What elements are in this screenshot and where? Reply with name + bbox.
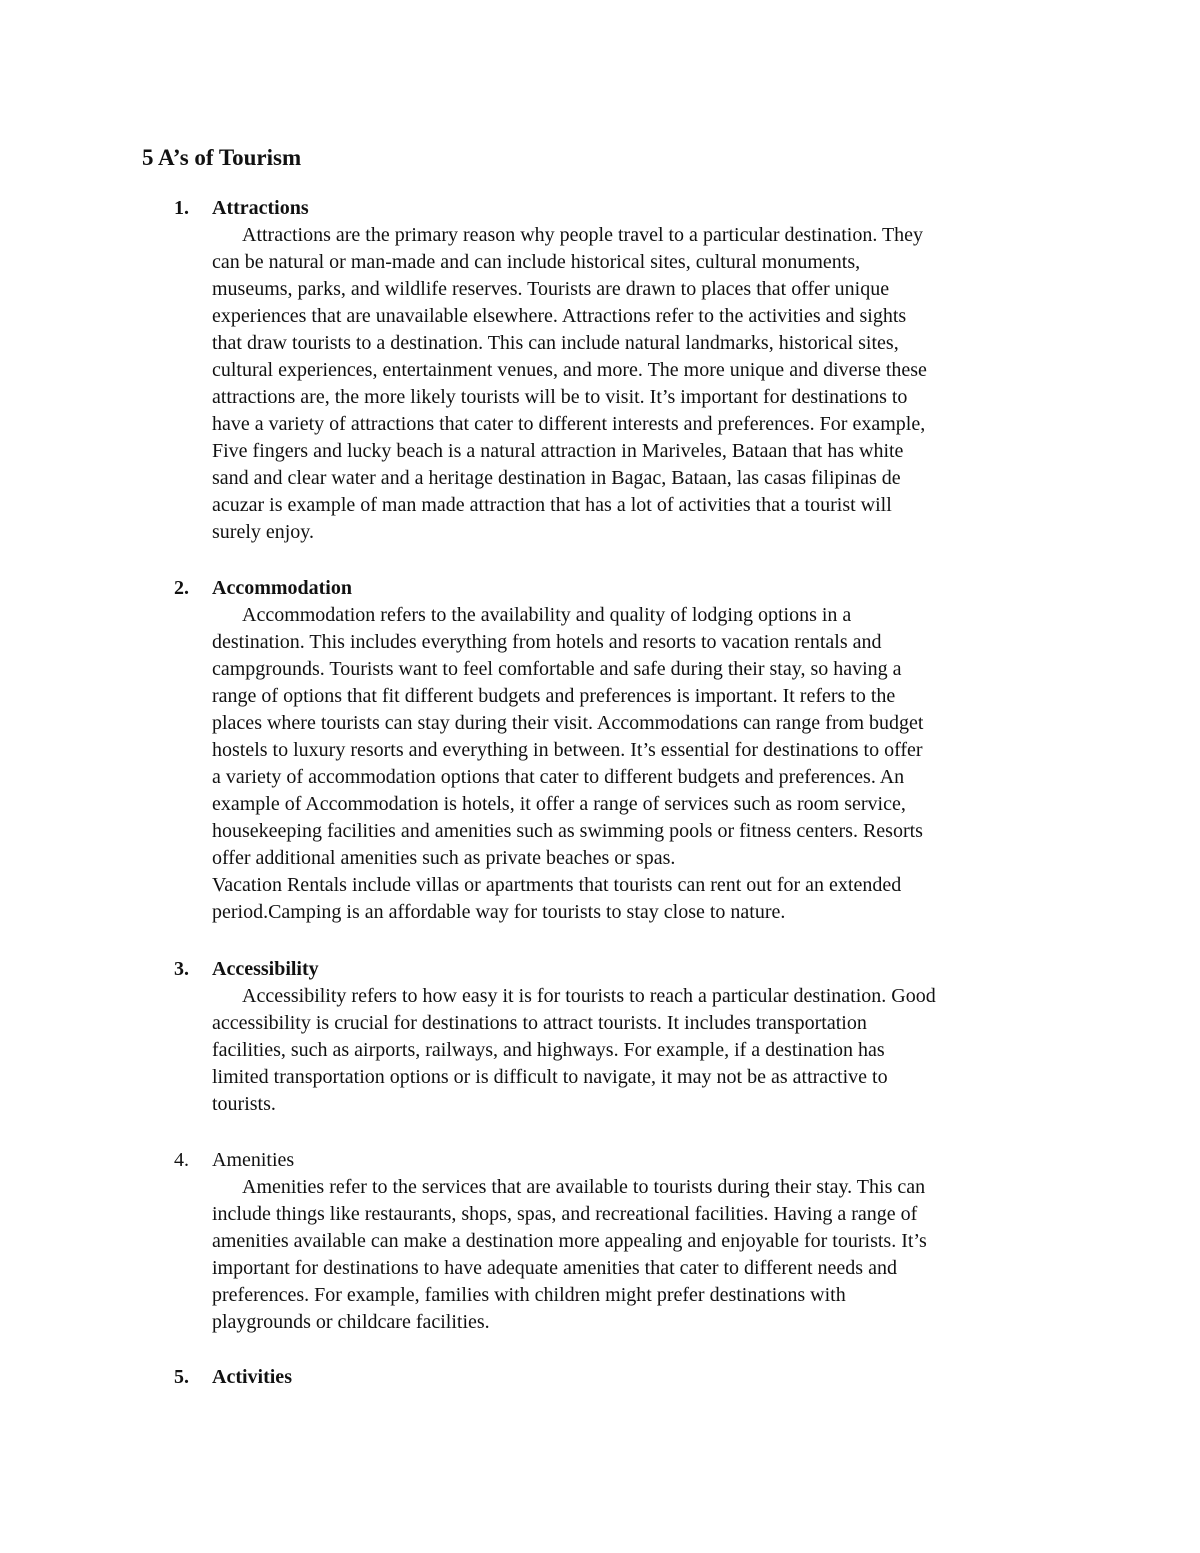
- body-line: attractions are, the more likely tourists will be to visit. It’s important for destinations to: [212, 386, 908, 408]
- section-heading: Attractions: [212, 197, 309, 219]
- body-line: Accommodation refers to the availability and quality of lodging options in a: [242, 604, 852, 626]
- section-body: [212, 602, 1062, 926]
- section-number: 1.: [174, 197, 189, 219]
- document-title: 5 A’s of Tourism: [142, 145, 302, 170]
- body-line: tourists.: [212, 1093, 276, 1115]
- body-line: hostels to luxury resorts and everything in between. It’s essential for destinations to offer: [212, 739, 923, 761]
- section-body: [212, 1174, 1062, 1336]
- body-line: museums, parks, and wildlife reserves. Tourists are drawn to places that offer unique: [212, 278, 890, 300]
- body-line: example of Accommodation is hotels, it offer a range of services such as room service,: [212, 793, 906, 815]
- body-line: acuzar is example of man made attraction that has a lot of activities that a tourist will: [212, 494, 892, 516]
- body-line: Accessibility refers to how easy it is for tourists to reach a particular destination. Good: [242, 985, 936, 1007]
- body-line: limited transportation options or is difficult to navigate, it may not be as attractive to: [212, 1066, 888, 1088]
- body-line: include things like restaurants, shops, spas, and recreational facilities. Having a range of: [212, 1203, 918, 1225]
- body-line: experiences that are unavailable elsewhere. Attractions refer to the activities and sights: [212, 305, 907, 327]
- section-heading: Accommodation: [212, 577, 352, 599]
- body-line: Five fingers and lucky beach is a natural attraction in Mariveles, Bataan that has white: [212, 440, 904, 462]
- body-line: Vacation Rentals include villas or apartments that tourists can rent out for an extended: [212, 874, 902, 896]
- section-heading: Activities: [212, 1366, 292, 1388]
- body-line: Attractions are the primary reason why people travel to a particular destination. They: [242, 224, 924, 246]
- body-line: range of options that fit different budgets and preferences is important. It refers to the: [212, 685, 896, 707]
- section-body: [212, 222, 1062, 546]
- body-line: a variety of accommodation options that cater to different budgets and preferences. An: [212, 766, 905, 788]
- section-number: 3.: [174, 958, 189, 980]
- body-line: destination. This includes everything from hotels and resorts to vacation rentals and: [212, 631, 882, 653]
- body-line: amenities available can make a destination more appealing and enjoyable for tourists. It’s: [212, 1230, 927, 1252]
- body-line: playgrounds or childcare facilities.: [212, 1311, 490, 1333]
- body-line: that draw tourists to a destination. This can include natural landmarks, historical sites,: [212, 332, 899, 354]
- section-body: [212, 983, 1062, 1118]
- body-line: housekeeping facilities and amenities such as swimming pools or fitness centers. Resorts: [212, 820, 923, 842]
- body-line: facilities, such as airports, railways, and highways. For example, if a destination has: [212, 1039, 885, 1061]
- body-line: sand and clear water and a heritage destination in Bagac, Bataan, las casas filipinas de: [212, 467, 901, 489]
- body-line: important for destinations to have adequate amenities that cater to different needs and: [212, 1257, 897, 1279]
- body-line: can be natural or man-made and can include historical sites, cultural monuments,: [212, 251, 861, 273]
- section-heading: Accessibility: [212, 958, 319, 980]
- body-line: Amenities refer to the services that are available to tourists during their stay. This can: [242, 1176, 926, 1198]
- body-line: accessibility is crucial for destinations to attract tourists. It includes transportation: [212, 1012, 867, 1034]
- section-number: 4.: [174, 1149, 189, 1171]
- section-number: 2.: [174, 577, 189, 599]
- body-line: preferences. For example, families with children might prefer destinations with: [212, 1284, 846, 1306]
- body-line: surely enjoy.: [212, 521, 315, 543]
- body-line: cultural experiences, entertainment venues, and more. The more unique and diverse these: [212, 359, 927, 381]
- body-line: offer additional amenities such as private beaches or spas.: [212, 847, 676, 869]
- body-line: places where tourists can stay during their visit. Accommodations can range from budget: [212, 712, 924, 734]
- body-line: campgrounds. Tourists want to feel comfortable and safe during their stay, so having a: [212, 658, 902, 680]
- body-line: have a variety of attractions that cater to different interests and preferences. For example,: [212, 413, 926, 435]
- section-heading: Amenities: [212, 1149, 295, 1171]
- body-line: period.Camping is an affordable way for tourists to stay close to nature.: [212, 901, 786, 923]
- section-number: 5.: [174, 1366, 189, 1388]
